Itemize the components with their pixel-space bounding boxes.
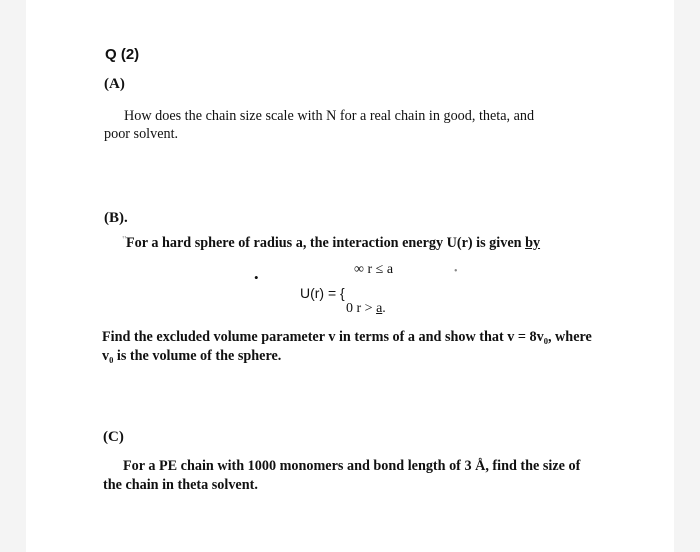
part-b-label: (B). bbox=[104, 210, 128, 226]
part-c-text-line1: For a PE chain with 1000 monomers and bond length of 3 Å, find the size of bbox=[123, 458, 581, 474]
part-c-label: (C) bbox=[103, 429, 124, 445]
part-b-text-line3: v₀ is the volume of the sphere. bbox=[102, 348, 282, 364]
part-b-text-line2: Find the excluded volume parameter v in terms of a and show that v = 8v₀, where bbox=[102, 329, 592, 345]
equation-lhs: U(r) = { bbox=[300, 285, 345, 301]
equation-case-infinity: ∞ r ≤ a bbox=[354, 262, 394, 277]
stray-mark: " bbox=[122, 234, 127, 246]
part-a-text-line2: poor solvent. bbox=[104, 126, 179, 142]
part-b-text-line1 bbox=[126, 234, 540, 253]
stray-dot: • bbox=[454, 266, 458, 277]
question-page bbox=[26, 0, 674, 552]
part-b-line1-main: For a hard sphere of radius a, the interaction energy U(r) is given bbox=[126, 235, 526, 251]
equation-case-zero bbox=[346, 301, 386, 317]
equation-case-zero-a: a bbox=[376, 301, 383, 316]
question-title: Q (2) bbox=[105, 46, 140, 63]
equation-case-zero-suffix: . bbox=[382, 301, 386, 316]
part-a-text-line1: How does the chain size scale with N for a real chain in good, theta, and bbox=[124, 108, 535, 124]
stray-dot: • bbox=[254, 270, 259, 285]
part-b-line1-tail: by bbox=[525, 235, 541, 251]
equation-case-zero-prefix: 0 r > bbox=[346, 301, 377, 316]
part-c-text-line2: the chain in theta solvent. bbox=[103, 477, 258, 493]
part-a-label: (A) bbox=[104, 76, 125, 92]
